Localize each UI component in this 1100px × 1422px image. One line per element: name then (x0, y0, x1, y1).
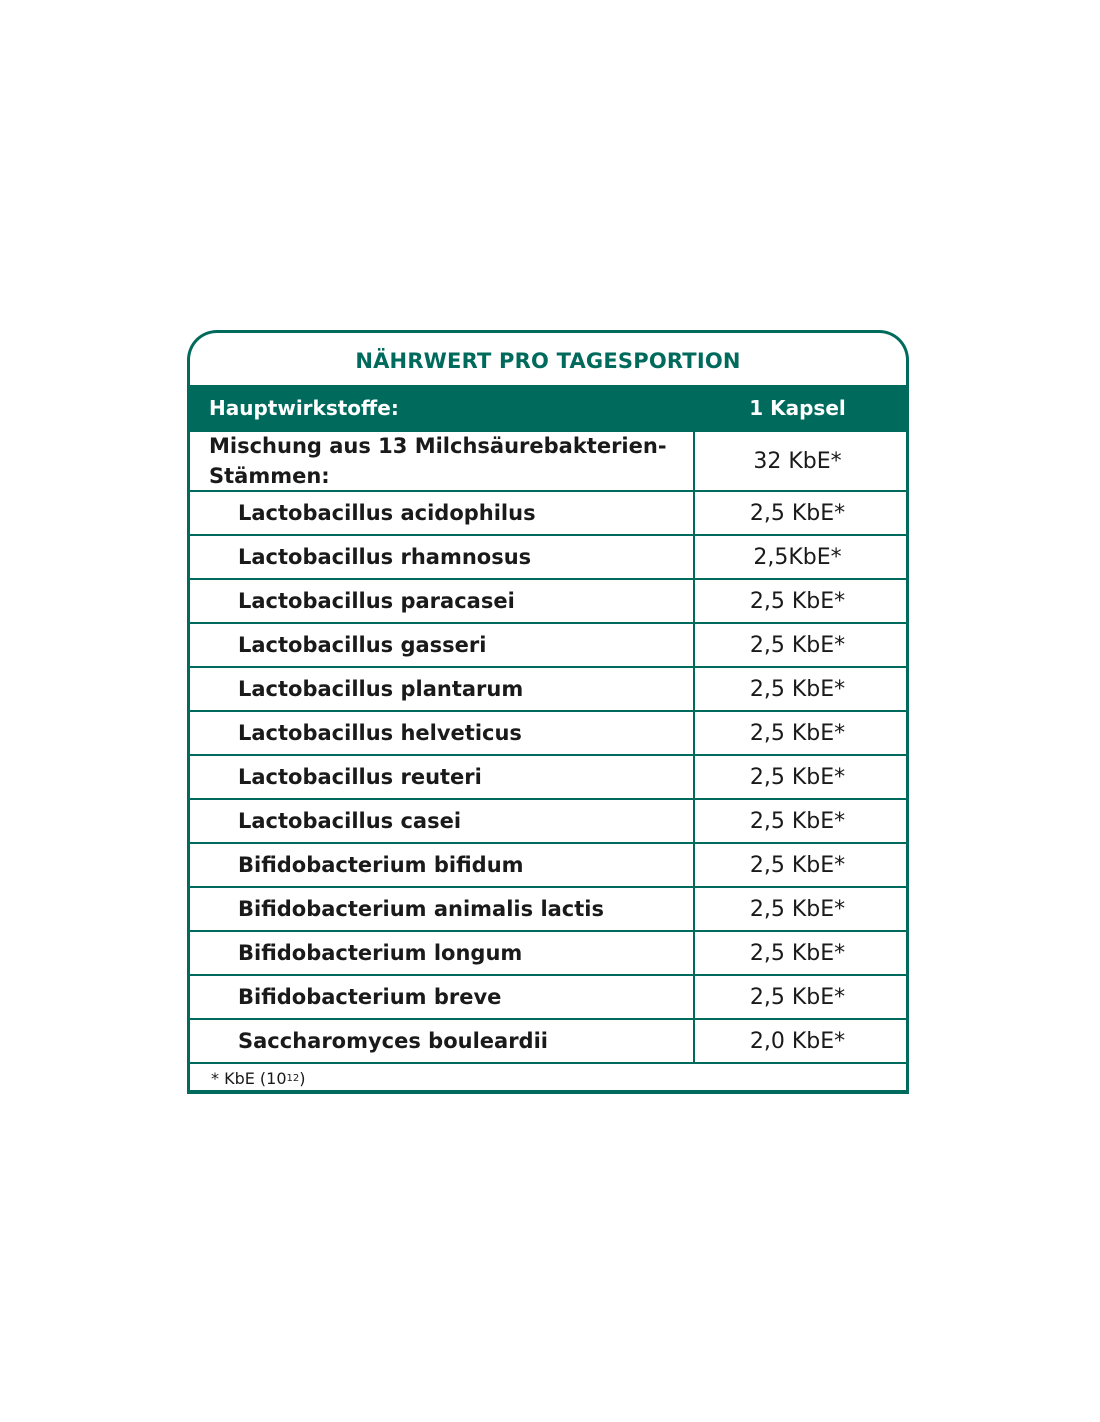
table-row (190, 710, 906, 754)
table-row (190, 842, 906, 886)
table-row (190, 886, 906, 930)
strain-name: Lactobacillus acidophilus (190, 492, 695, 534)
strain-name: Bifidobacterium animalis lactis (190, 888, 695, 930)
table-row (190, 930, 906, 974)
table-row (190, 534, 906, 578)
nutrition-table-panel (187, 330, 909, 1094)
mix-name: Mischung aus 13 Milchsäurebakterien-Stämmen: (190, 432, 695, 490)
strain-value: 2,5 KbE* (749, 500, 846, 526)
strain-name: Bifidobacterium longum (190, 932, 695, 974)
footnote-exponent: 12 (286, 1072, 300, 1084)
table-row (190, 974, 906, 1018)
strain-name: Lactobacillus casei (190, 800, 695, 842)
strain-value: 2,5 KbE* (749, 984, 846, 1010)
table-row (190, 1018, 906, 1062)
table-row (190, 622, 906, 666)
strain-name: Lactobacillus helveticus (190, 712, 695, 754)
table-row-mix (190, 430, 906, 490)
table-row (190, 490, 906, 534)
strain-value: 2,5 KbE* (749, 940, 846, 966)
header-per-capsule: 1 Kapsel (749, 395, 846, 420)
strain-value: 2,5 KbE* (749, 676, 846, 702)
strain-rows (190, 490, 906, 1062)
strain-value: 2,5KbE* (753, 544, 842, 570)
strain-value: 2,0 KbE* (749, 1028, 846, 1054)
strain-value: 2,5 KbE* (749, 588, 846, 614)
footnote (190, 1062, 906, 1092)
strain-value: 2,5 KbE* (749, 896, 846, 922)
strain-value: 2,5 KbE* (749, 764, 846, 790)
strain-name: Lactobacillus paracasei (190, 580, 695, 622)
table-row (190, 578, 906, 622)
strain-name: Bifidobacterium bifidum (190, 844, 695, 886)
footnote-prefix: * KbE (10 (211, 1068, 287, 1088)
strain-name: Lactobacillus reuteri (190, 756, 695, 798)
strain-name: Bifidobacterium breve (190, 976, 695, 1018)
table-header-row (190, 385, 906, 430)
strain-value: 2,5 KbE* (749, 720, 846, 746)
strain-value: 2,5 KbE* (749, 808, 846, 834)
strain-name: Saccharomyces bouleardii (190, 1020, 695, 1062)
strain-name: Lactobacillus plantarum (190, 668, 695, 710)
table-row (190, 666, 906, 710)
footnote-suffix: ) (299, 1068, 306, 1088)
table-row (190, 754, 906, 798)
strain-name: Lactobacillus gasseri (190, 624, 695, 666)
strain-value: 2,5 KbE* (749, 632, 846, 658)
strain-value: 2,5 KbE* (749, 852, 846, 878)
table-title: NÄHRWERT PRO TAGESPORTION (355, 349, 741, 373)
mix-value: 32 KbE* (753, 448, 842, 474)
strain-name: Lactobacillus rhamnosus (190, 536, 695, 578)
table-row (190, 798, 906, 842)
header-ingredients: Hauptwirkstoffe: (209, 395, 399, 420)
